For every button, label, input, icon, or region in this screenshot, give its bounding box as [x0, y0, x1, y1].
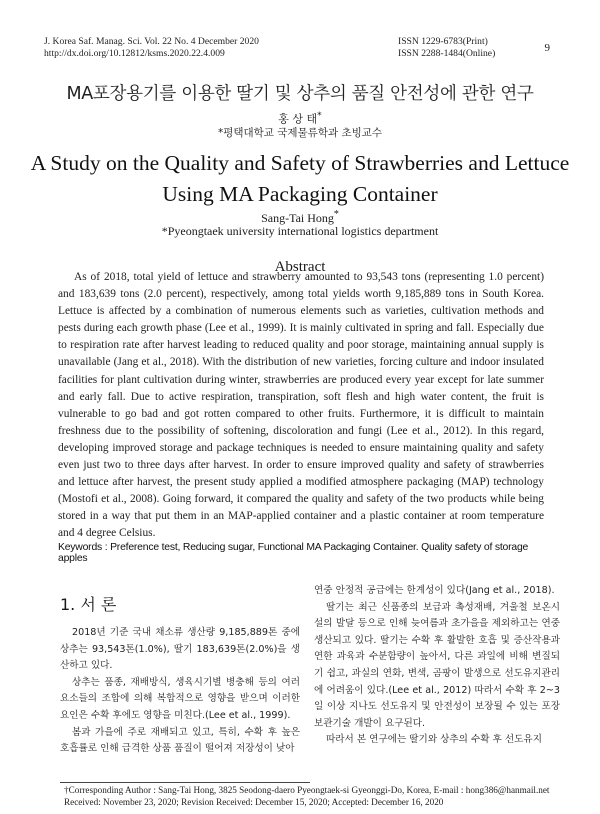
left-column — [60, 625, 300, 758]
abstract-text: As of 2018, total yield of lettuce and strawberry amounted to 93,543 tons (representing 1.0 percent) and 183,639 tons (2.0 percent), respectively, among total yields worth 9,185,889 tons in South Korea. Lettuce is affected by a combination of numerous elements such as varieties, cultivation methods and pests during each growth phase (Lee et al., 1999). It is mainly cultivated in spring and fall. Especially due to respiration rate after harvest leading to reduced quality and poor storage, maintaining annual supply is unavailable (Jang et al., 2018). With the distribution of new varieties, forcing culture and indoor insulated facilities for plant cultivation during winter, strawberries are produced every year except for late summer and early fall. Due to active respiration, transpiration, soft flesh and high water content, the fruit is vulnerable to go bad and got rotten compared to other fruits. Furthermore, it is difficult to maintain freshness due to the possibility of softening, discoloration and fungi (Lee et al., 2012). In this regard, developing improved storage and package techniques is needed to ensure maintaining quality and safety even just two to three days after harvest. In order to ensure improved quality and safety of strawberries and lettuce after harvest, the present study applied a modified atmosphere packaging (MAP) technology (Mostofi et al., 2008). Going forward, it compared the quality and safety of the two products while being stored in a way that put them in an MAP-applied container and a plastic container at room temperature and 4 degree Celsius. — [58, 271, 544, 540]
intro-paragraph-2: 상추는 품종, 재배방식, 생육시기별 병충해 등의 여러 요소들의 조합에 의해 복합적으로 영향을 받으며 이러한 요인은 수확 후에도 영향을 미친다.(Lee et al., 1999). — [60, 676, 300, 721]
english-author-name: Sang-Tai Hong — [261, 211, 334, 225]
intro-paragraph-3: 봄과 가을에 주로 재배되고 있고, 특히, 수확 후 높은 호흡률로 인해 급격한 상품 품질이 떨어져 저장성이 낮아 — [60, 726, 300, 755]
english-title-line2: Using MA Packaging Container — [162, 182, 438, 206]
journal-citation: J. Korea Saf. Manag. Sci. Vol. 22 No. 4 December 2020 — [44, 36, 259, 47]
korean-author-name: 홍 상 태 — [278, 112, 318, 126]
korean-title: MA포장용기를 이용한 딸기 및 상추의 품질 안전성에 관한 연구 — [66, 84, 534, 104]
right-column — [314, 583, 560, 749]
english-affiliation: *Pyeongtaek university international logistics department — [161, 224, 439, 238]
intro-paragraph-3-continued: 연중 안정적 공급에는 한계성이 있다(Jang et al., 2018). — [314, 585, 555, 596]
intro-paragraph-5: 따라서 본 연구에는 딸기와 상추의 수확 후 선도유지 — [326, 734, 542, 746]
journal-header — [44, 36, 259, 60]
korean-author-mark: * — [317, 110, 322, 121]
abstract-heading: Abstract — [274, 259, 326, 275]
english-title-line1: A Study on the Quality and Safety of Strawberries and Lettuce — [30, 151, 570, 175]
english-title — [0, 148, 600, 210]
issn-block — [398, 36, 495, 60]
intro-paragraph-4: 딸기는 최근 신품종의 보급과 촉성재배, 겨울철 보온시설의 발달 등으로 인해 늦여름과 초가을을 제외하고는 연중 생산되고 있다. 딸기는 수확 후 활발한 호흡 및 증산작용과 연한 과육과 수분함량이 높아서, 다른 과일에 비해 변질되기 쉽고, 과실의 연화, 변색, 곰팡이 발생으로 선도유지관리에 어려움이 있다.(Lee et al., 2012) 따라서 수확 후 2~3일 이상 지나도 선도유지 및 안전성이 보장될 수 있는 포장 보관기술 개발이 요구된다. — [314, 601, 560, 729]
korean-affiliation: *평택대학교 국제물류학과 초빙교수 — [217, 127, 383, 139]
keywords: Keywords : Preference test, Reducing sugar, Functional MA Packaging Container. Quality safety of storage apples — [58, 542, 529, 564]
corresponding-author: †Corresponding Author : Sang-Tai Hong, 3825 Seodong-daero Pyeongtaek-si Gyeonggi-Do, Korea, E-mail : hong386@hanmail.net — [64, 785, 550, 795]
footnote-divider — [60, 782, 310, 783]
footnote — [64, 784, 549, 808]
received-dates: Received: November 23, 2020; Revision Received: December 15, 2020; Accepted: December 16, 2020 — [64, 797, 444, 807]
doi-link[interactable]: http://dx.doi.org/10.12812/ksms.2020.22.4.009 — [44, 48, 225, 59]
section-heading-introduction: 1. 서 론 — [60, 595, 117, 614]
issn-online: ISSN 2288-1484(Online) — [398, 48, 496, 59]
english-author-mark: * — [333, 209, 339, 220]
page-number: 9 — [544, 42, 550, 54]
intro-paragraph-1: 2018년 기준 국내 채소류 생산량 9,185,889톤 중에 상추는 93,543톤(1.0%), 딸기 183,639톤(2.0%)을 생산하고 있다. — [60, 627, 300, 672]
issn-print: ISSN 1229-6783(Print) — [398, 36, 488, 47]
